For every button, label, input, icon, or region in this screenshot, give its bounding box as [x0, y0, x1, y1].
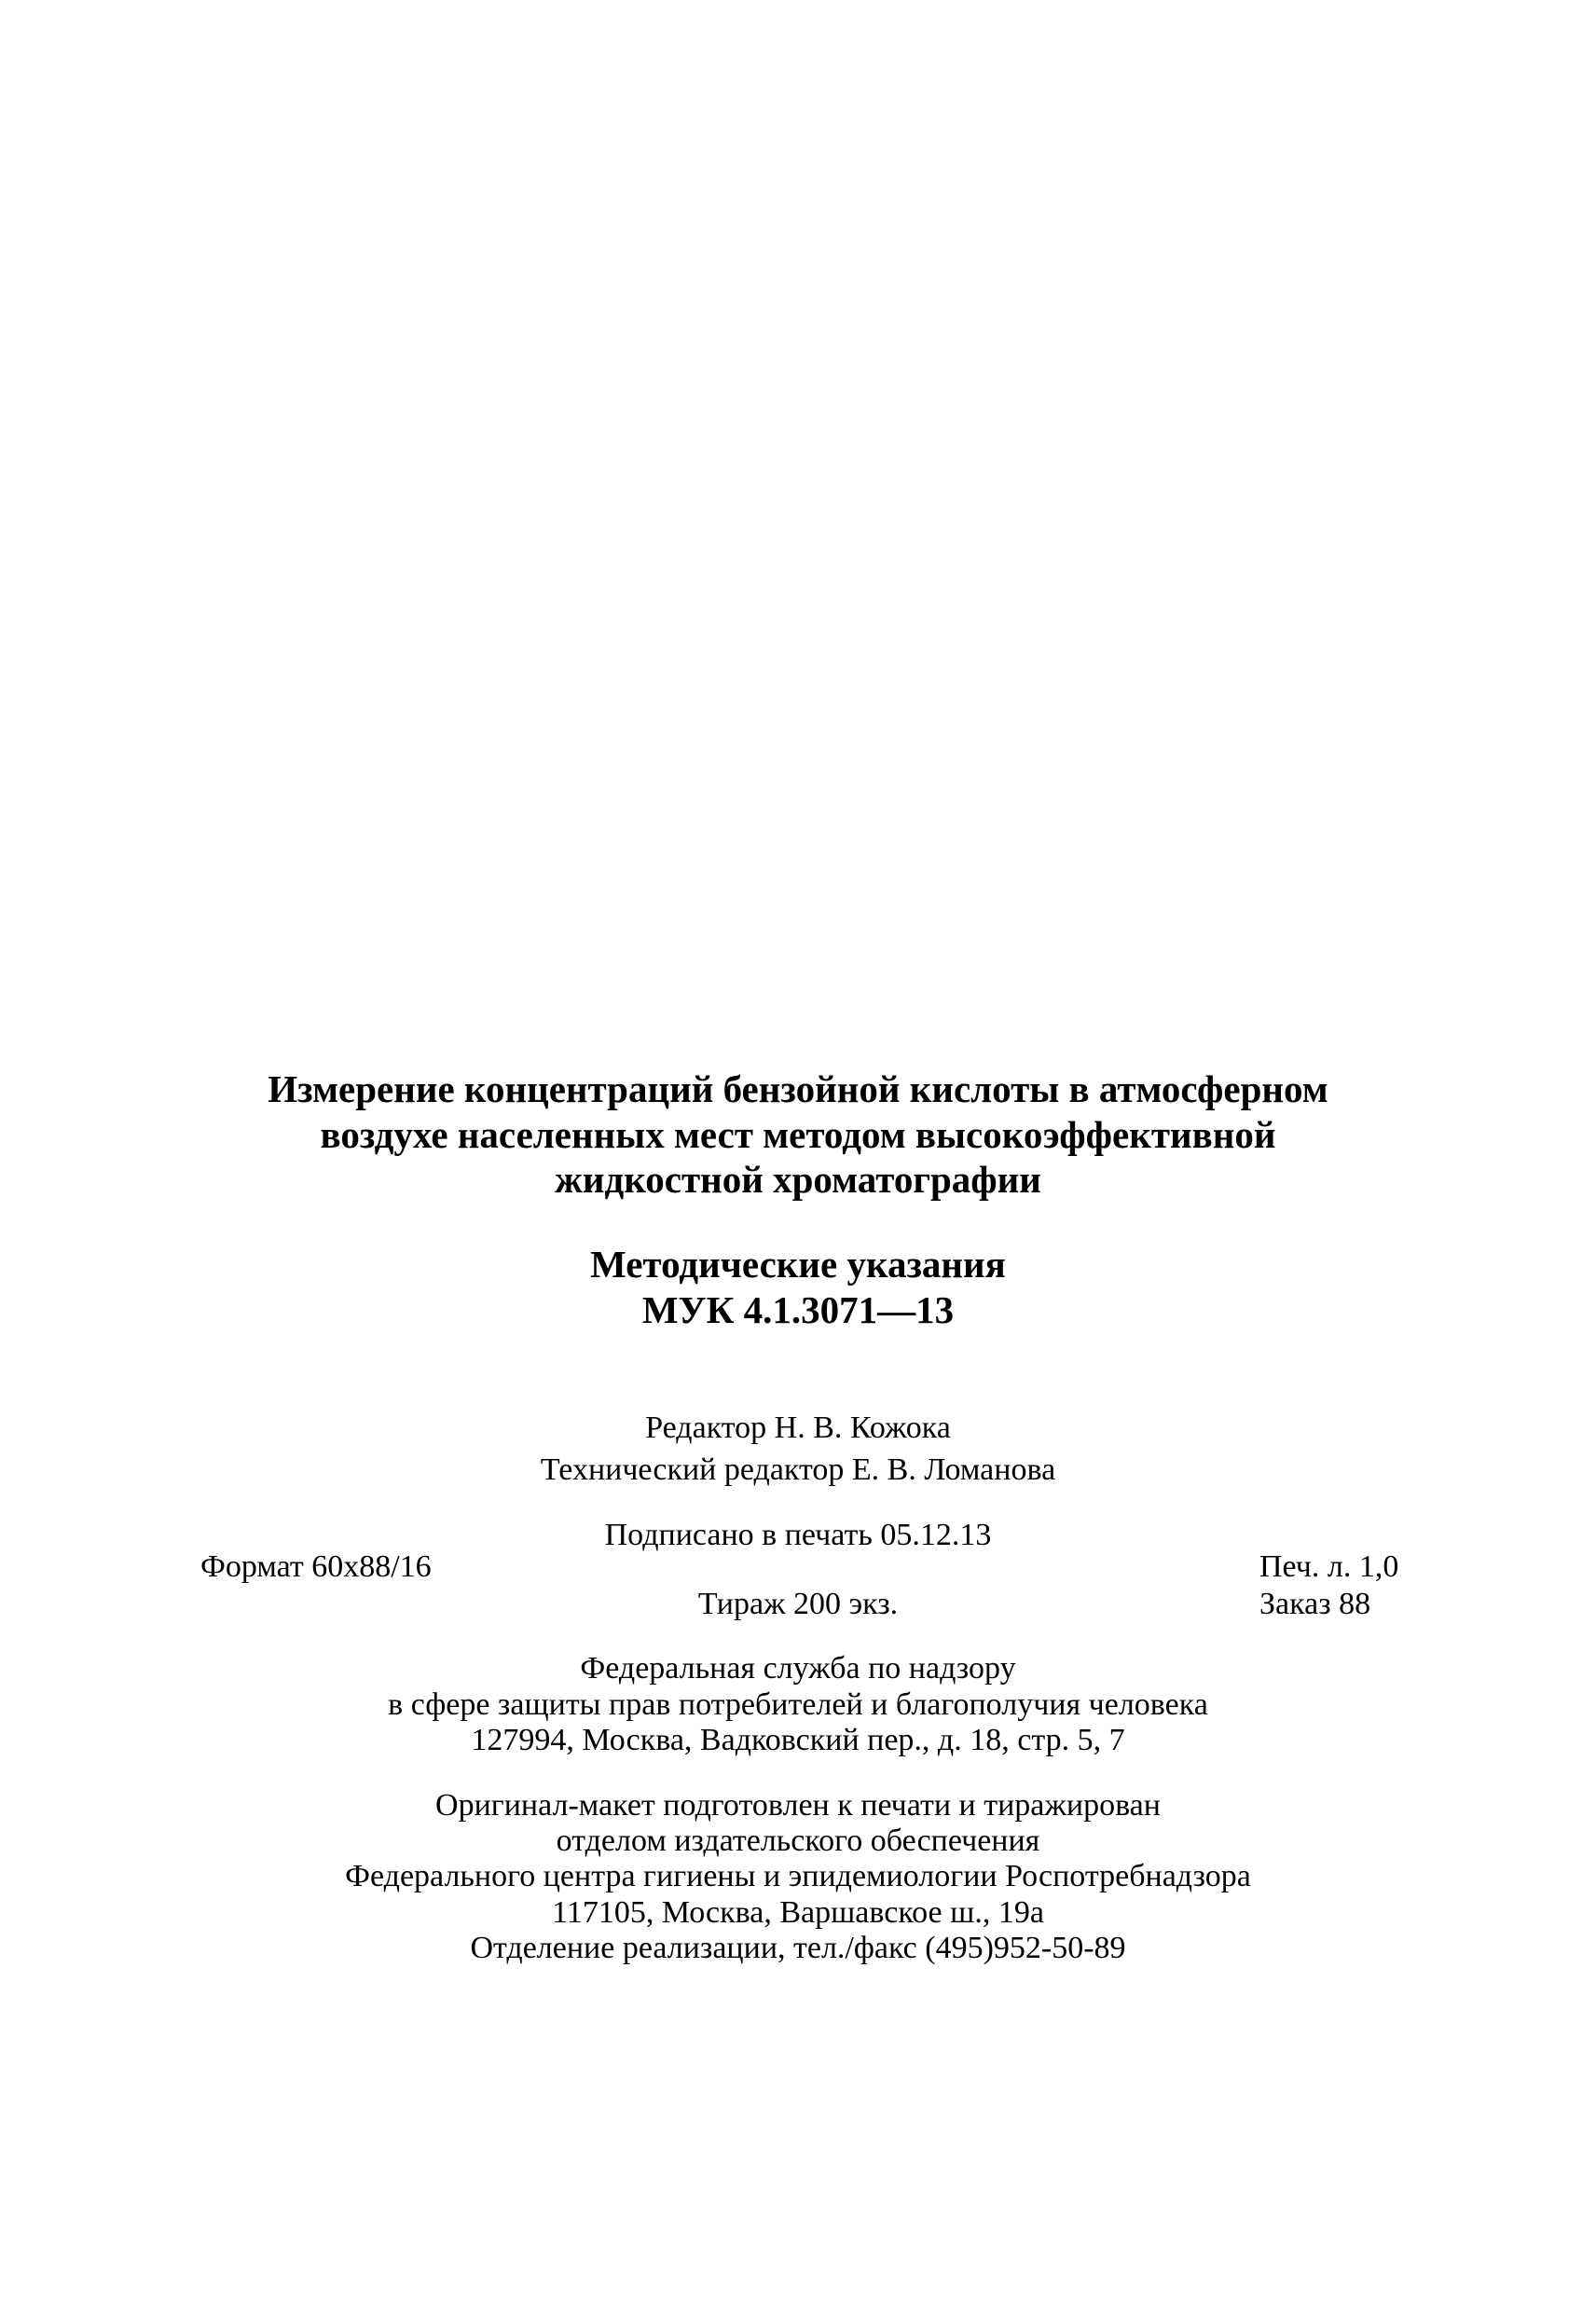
order-number: Заказ 88: [1259, 1587, 1371, 1621]
publisher-address: 127994, Москва, Вадковский пер., д. 18, стр. 5, 7: [471, 1723, 1125, 1757]
printed-sheets: Печ. л. 1,0: [1259, 1549, 1399, 1584]
format: Формат 60x88/16: [200, 1549, 432, 1584]
printer-line: Федерального центра гигиены и эпидемиологии Роспотребнадзора: [345, 1859, 1251, 1893]
title-line: жидкостной хроматографии: [555, 1158, 1041, 1201]
print-run: Тираж 200 экз.: [697, 1587, 899, 1621]
publisher-line: в сфере защиты прав потребителей и благополучия человека: [388, 1687, 1208, 1722]
doc-code: МУК 4.1.3071—13: [641, 1288, 955, 1331]
signed-date: Подписано в печать 05.12.13: [604, 1518, 992, 1552]
printer-line: Оригинал-макет подготовлен к печати и тиражирован: [435, 1788, 1161, 1823]
tech-editor: Технический редактор Е. В. Ломанова: [540, 1452, 1056, 1487]
title-line: Измерение концентраций бензойной кислоты в атмосферном: [268, 1067, 1328, 1110]
editor: Редактор Н. В. Кожока: [645, 1411, 951, 1445]
doc-type: Методические указания: [590, 1243, 1006, 1286]
publisher-line: Федеральная служба по надзору: [580, 1651, 1016, 1686]
sales-contact: Отделение реализации, тел./факс (495)952-50-89: [470, 1931, 1126, 1965]
printer-address: 117105, Москва, Варшавское ш., 19а: [552, 1895, 1044, 1930]
title-line: воздухе населенных мест методом высокоэффективной: [320, 1113, 1276, 1156]
printer-line: отделом издательского обеспечения: [556, 1823, 1040, 1858]
